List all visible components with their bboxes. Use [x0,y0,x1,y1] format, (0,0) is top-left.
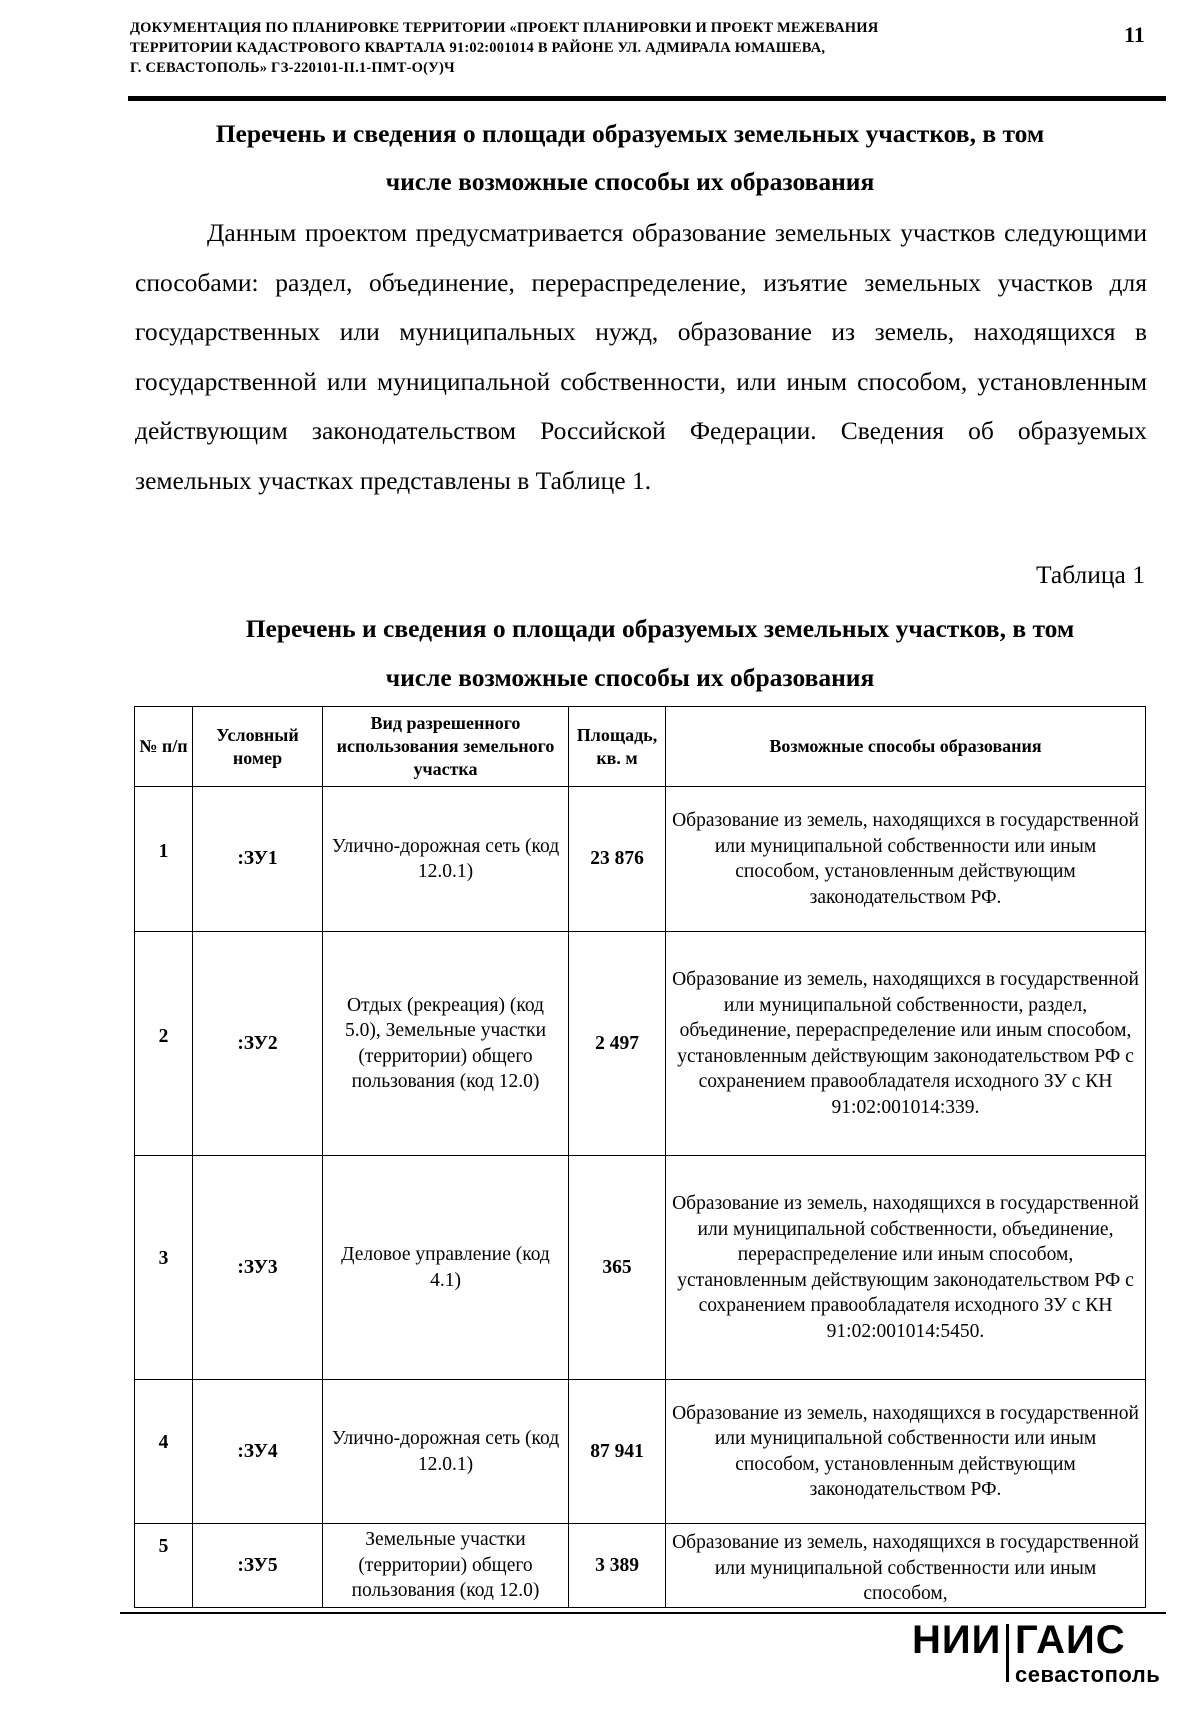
section-title-line-1: Перечень и сведения о площади образуемых земельных участков, в том [215,119,1045,148]
nii-gais-logo [912,1618,1172,1688]
table-label: Таблица 1 [1035,560,1145,589]
cell-cond: :ЗУ2 [193,932,323,1156]
cell-area: 2 497 [569,932,666,1156]
header-line-2: ТЕРРИТОРИИ КАДАСТРОВОГО КВАРТАЛА 91:02:001014 В РАЙОНЕ УЛ. АДМИРАЛА ЮМАШЕВА, [130,40,826,56]
cell-cond: :ЗУ1 [193,787,323,932]
cell-num: 5 [135,1524,193,1608]
cell-cond: :ЗУ4 [193,1380,323,1524]
footer-divider [120,1612,1166,1614]
cell-use: Улично-дорожная сеть (код 12.0.1) [323,1380,569,1524]
cell-area: 365 [569,1156,666,1380]
table-header-row [135,707,1146,787]
cell-methods: Образование из земель, находящихся в государственной или муниципальной собственности или иным способом, установленным действующим законодательством РФ. [666,1380,1146,1524]
page-number: 11 [1124,22,1145,47]
header-divider [128,96,1166,101]
cell-methods: Образование из земель, находящихся в государственной или муниципальной собственности или иным способом, [666,1524,1146,1608]
cell-use: Улично-дорожная сеть (код 12.0.1) [323,787,569,932]
table-row [135,1380,1146,1524]
cell-use: Отдых (рекреация) (код 5.0), Земельные участки (территории) общего пользования (код 12.0) [323,932,569,1156]
intro-paragraph [135,208,1147,506]
logo-separator [1006,1624,1009,1682]
col-header-num: № п/п [135,707,193,787]
intro-paragraph-text: Данным проектом предусматривается образование земельных участков следующими способами: раздел, объединение, перераспределение, изъятие земельных участков для государственных или муниципальных нужд, образование из земель, находящихся в государственной или муниципальной собственности, или иным способом, установленным действующим законодательством Российской Федерации. Сведения об образуемых земельных участках представлены в Таблице 1. [135,218,1147,495]
table-title-line-1: Перечень и сведения о площади образуемых земельных участков, в том [245,614,1075,643]
cell-methods: Образование из земель, находящихся в государственной или муниципальной собственности, раздел, объединение, перераспределение или иным способом, установленным действующим законодательством РФ с сохранением правообладателя исходного ЗУ с КН 91:02:001014:339. [666,932,1146,1156]
table-row [135,787,1146,932]
table-row [135,1524,1146,1608]
cell-area: 87 941 [569,1380,666,1524]
cell-area: 23 876 [569,787,666,932]
cell-num: 2 [135,932,193,1156]
logo-city-text: севастополь [1015,1662,1161,1687]
table-row [135,1156,1146,1380]
cell-area: 3 389 [569,1524,666,1608]
section-title-line-2: числе возможные способы их образования [385,167,875,196]
document-header [130,18,1070,78]
cell-methods: Образование из земель, находящихся в государственной или муниципальной собственности или иным способом, установленным действующим законодательством РФ. [666,787,1146,932]
table-title-line-2: числе возможные способы их образования [385,663,875,692]
header-line-3: Г. СЕВАСТОПОЛЬ» ГЗ-220101-II.1-ПМТ-О(У)Ч [130,60,455,76]
col-header-area: Площадь, кв. м [569,707,666,787]
cell-num: 4 [135,1380,193,1524]
table-row [135,932,1146,1156]
header-line-1: ДОКУМЕНТАЦИЯ ПО ПЛАНИРОВКЕ ТЕРРИТОРИИ «ПРОЕКТ ПЛАНИРОВКИ И ПРОЕКТ МЕЖЕВАНИЯ [130,20,879,36]
logo-gais-text: ГАИС [1015,1618,1126,1662]
col-header-methods: Возможные способы образования [666,707,1146,787]
cell-num: 3 [135,1156,193,1380]
col-header-cond: Условный номер [193,707,323,787]
logo-nii-text: НИИ [912,1618,1002,1662]
cell-num: 1 [135,787,193,932]
land-plots-table [134,706,1146,1608]
cell-methods: Образование из земель, находящихся в государственной или муниципальной собственности, объединение, перераспределение или иным способом, установленным действующим законодательством РФ с сохранением правообладателя исходного ЗУ с КН 91:02:001014:5450. [666,1156,1146,1380]
cell-use: Деловое управление (код 4.1) [323,1156,569,1380]
cell-cond: :ЗУ3 [193,1156,323,1380]
cell-cond: :ЗУ5 [193,1524,323,1608]
cell-use: Земельные участки (территории) общего пользования (код 12.0) [323,1524,569,1608]
col-header-use: Вид разрешенного использования земельного участка [323,707,569,787]
